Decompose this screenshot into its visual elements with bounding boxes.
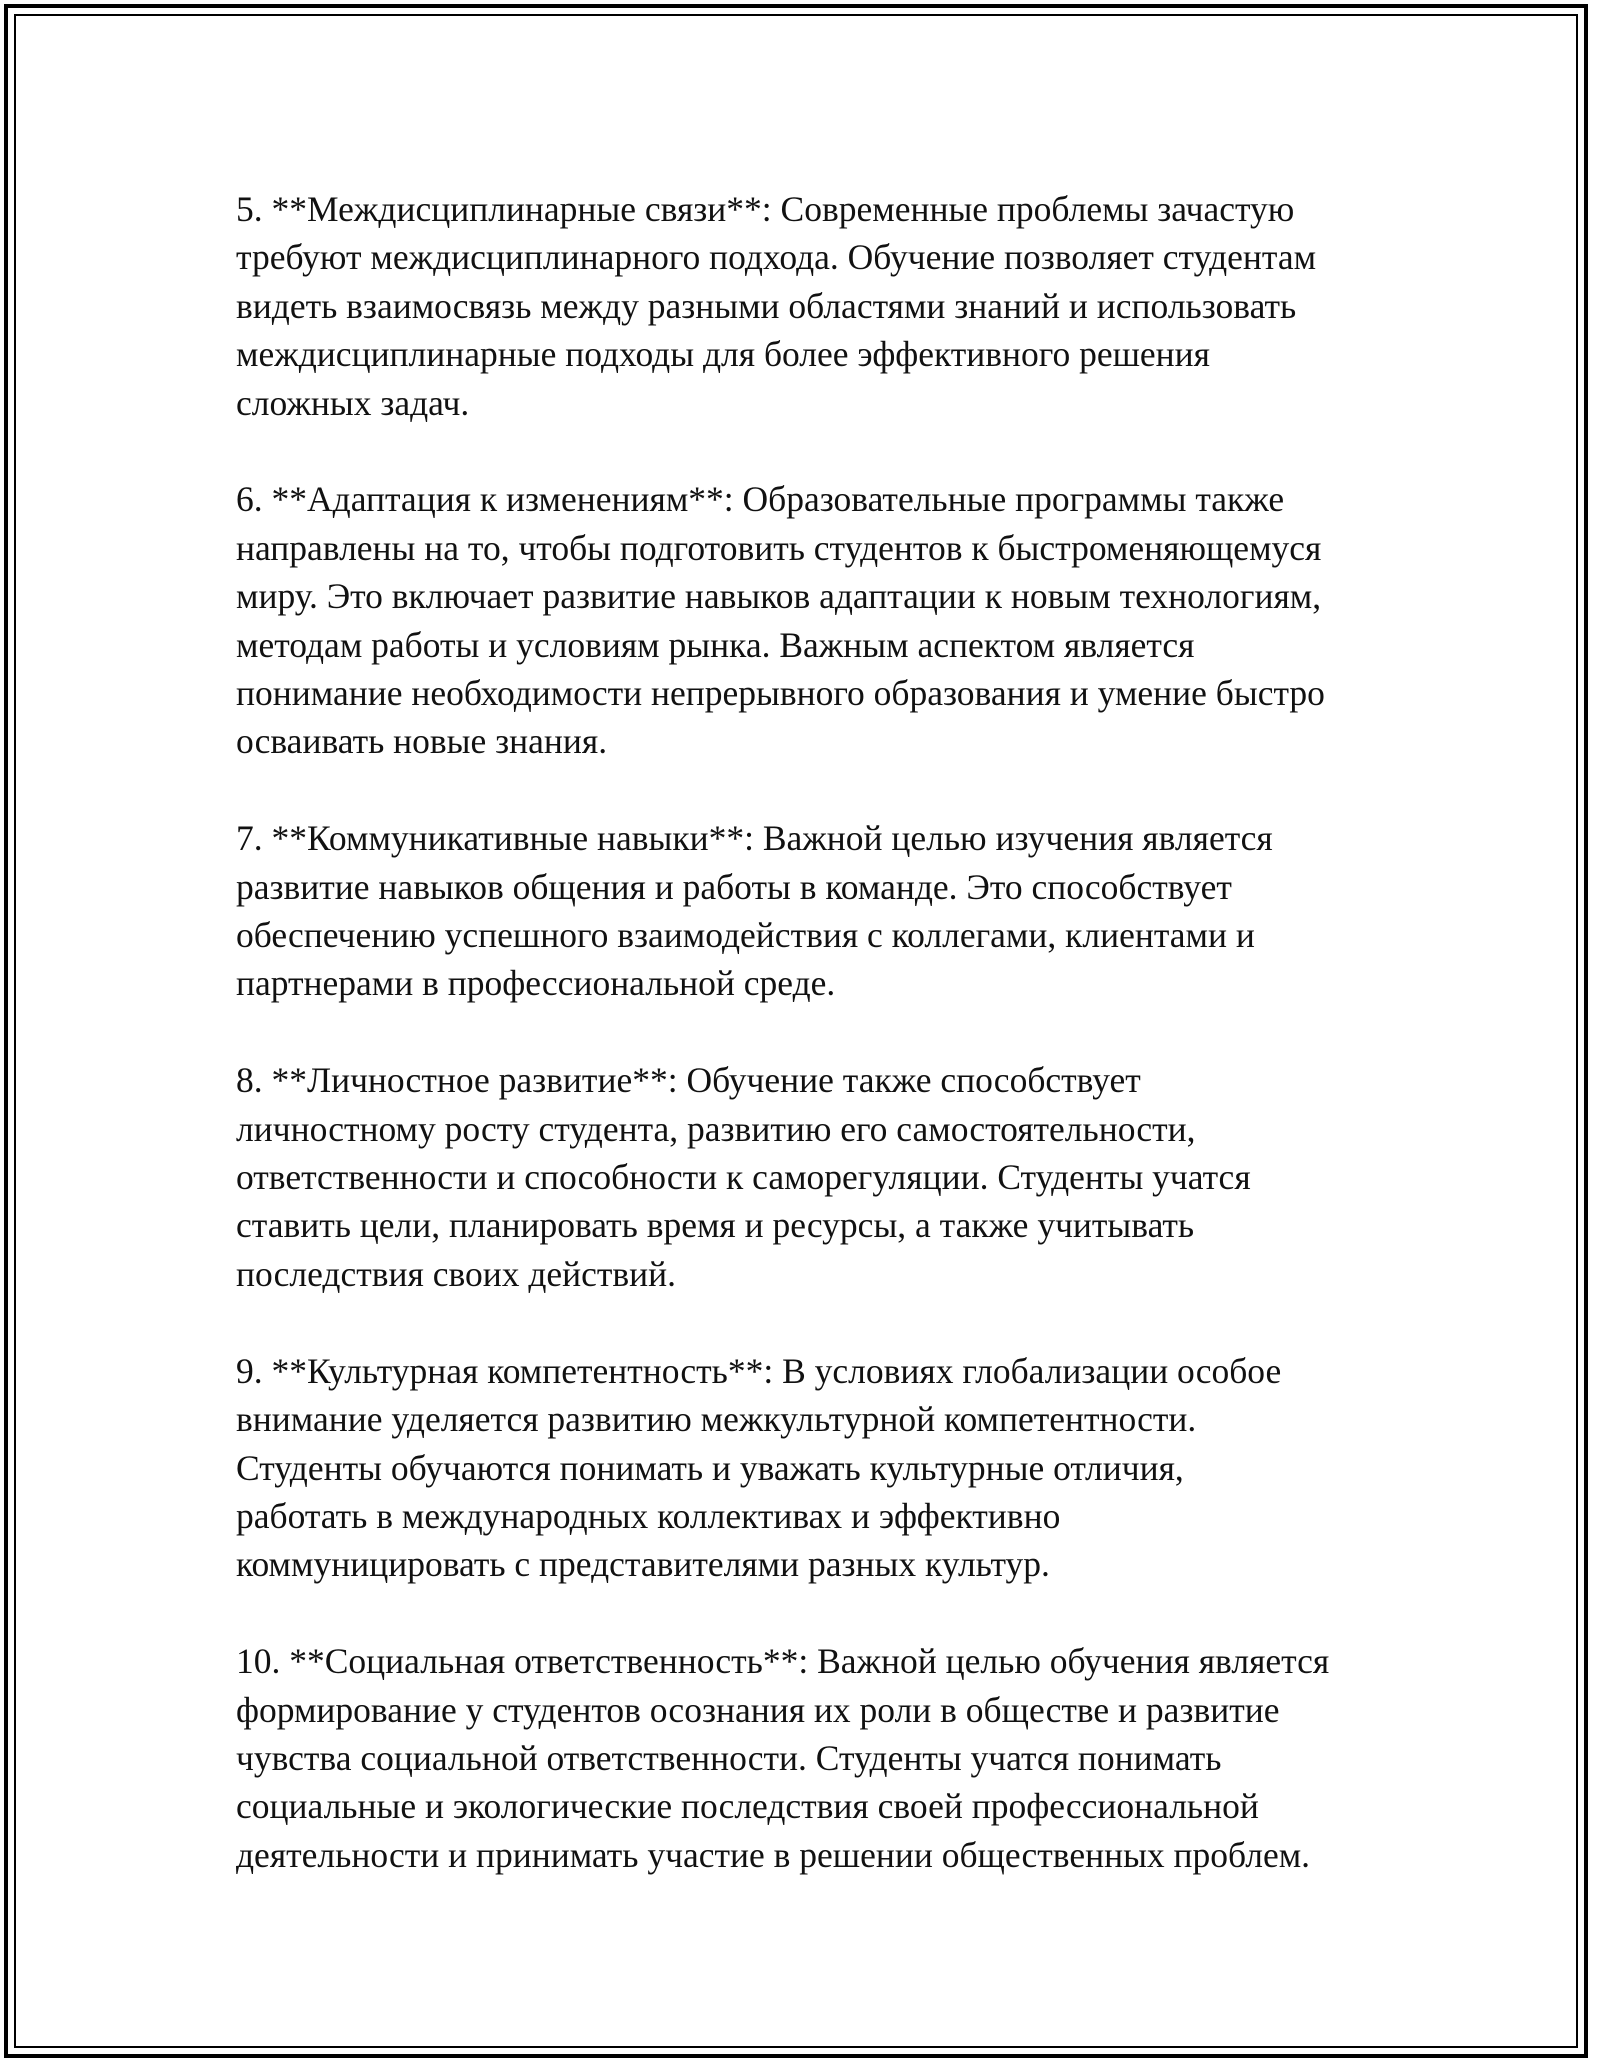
paragraph-item-8: 8. **Личностное развитие**: Обучение также способствует личностному росту студента, развитию его самостоятельности, ответственности и способности к саморегуляции. Студенты учатся ставить цели, планировать время и ресурсы, а также учитывать последствия своих действий. <box>236 1060 1251 1294</box>
document-body <box>236 185 1396 1928</box>
paragraph-item-9: 9. **Культурная компетентность**: В условиях глобализации особое внимание уделяется развитию межкультурной компетентности. Студенты обучаются понимать и уважать культурные отличия, работать в международных коллективах и эффективно коммуницировать с представителями разных культур. <box>236 1350 1282 1585</box>
paragraph-item-7: 7. **Коммуникативные навыки**: Важной целью изучения является развитие навыков общения и работы в команде. Это способствует обеспечению успешного взаимодействия с коллегами, клиентами и партнерами в профессиональной среде. <box>236 818 1273 1004</box>
paragraph-item-5: 5. **Междисциплинарные связи**: Современные проблемы зачастую требуют междисциплинарного подхода. Обучение позволяет студентам видеть взаимосвязь между разными областями знаний и использовать междисциплинарные подходы для более эффективного решения сложных задач. <box>236 189 1317 423</box>
paragraph-item-10: 10. **Социальная ответственность**: Важной целью обучения является формирование у студентов осознания их роли в обществе и развитие чувства социальной ответственности. Студенты учатся понимать социальные и экологические последствия своей профессиональной деятельности и принимать участие в решении общественных проблем. <box>236 1641 1330 1875</box>
paragraph-item-6: 6. **Адаптация к изменениям**: Образовательные программы также направлены на то, чтобы подготовить студентов к быстроменяющемуся миру. Это включает развитие навыков адаптации к новым технологиям, методам работы и условиям рынка. Важным аспектом является понимание необходимости непрерывного образования и умение быстро осваивать новые знания. <box>236 479 1325 762</box>
